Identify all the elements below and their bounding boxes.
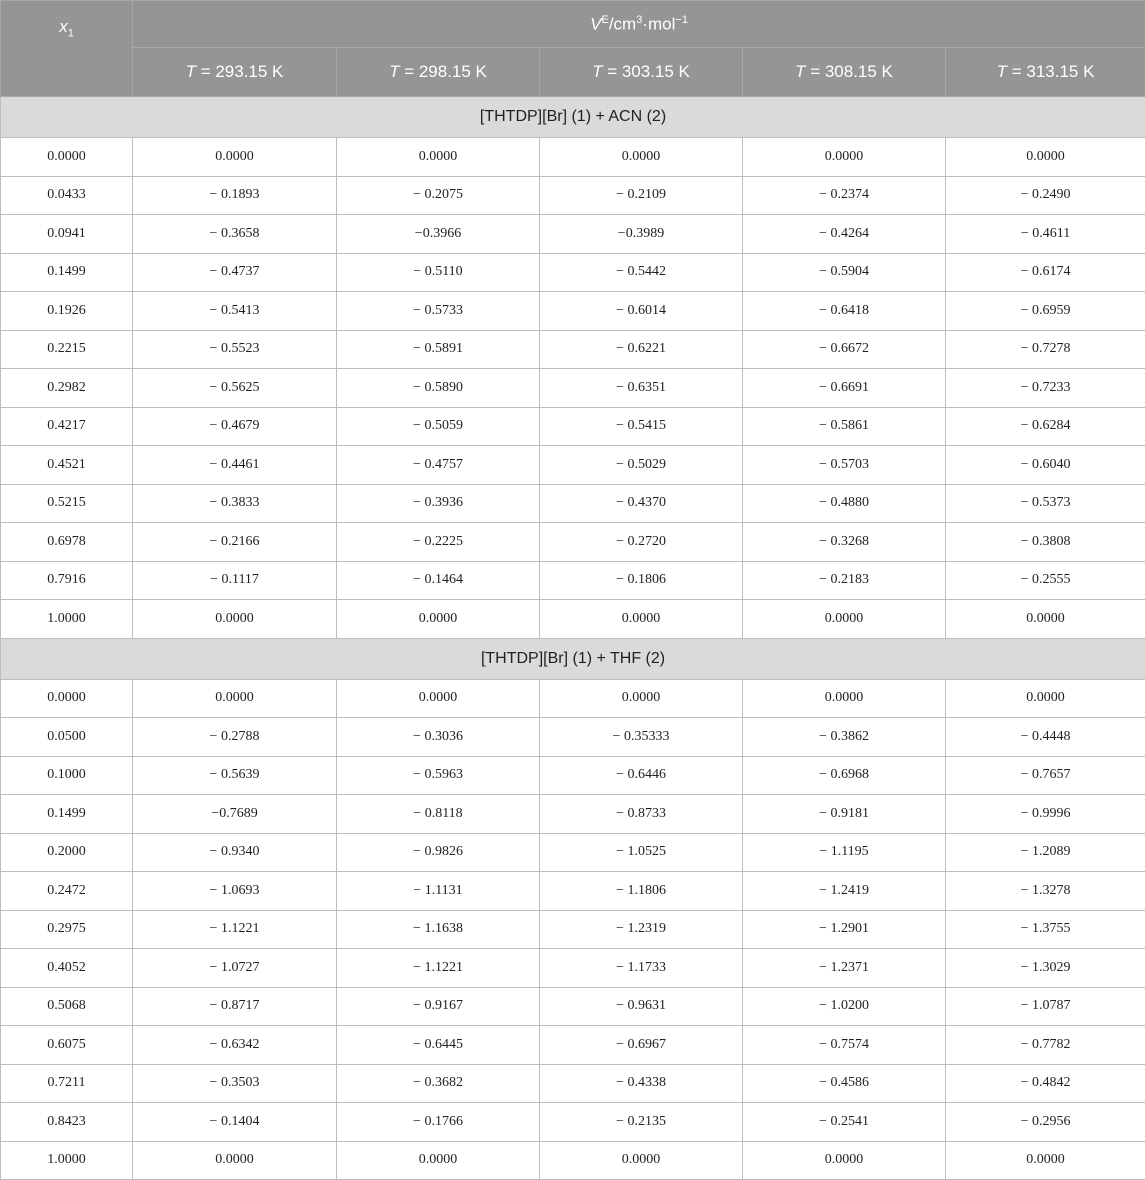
mole-fraction-cell: 0.1499 (1, 253, 133, 292)
mole-fraction-cell: 0.5068 (1, 987, 133, 1026)
excess-volume-cell: 0.0000 (337, 600, 540, 639)
excess-volume-cell: − 0.8717 (133, 987, 337, 1026)
excess-volume-cell: − 0.5523 (133, 330, 337, 369)
excess-volume-cell: − 0.9996 (946, 795, 1145, 834)
table-row (1, 253, 1145, 292)
excess-volume-cell: 0.0000 (337, 679, 540, 718)
excess-volume-cell: − 0.5442 (540, 253, 743, 292)
excess-volume-cell: − 1.1221 (133, 910, 337, 949)
excess-volume-cell: − 0.5890 (337, 369, 540, 408)
temperature-header: T = 298.15 K (337, 48, 540, 97)
excess-volume-cell: − 1.0693 (133, 872, 337, 911)
mole-fraction-cell: 0.1000 (1, 756, 133, 795)
table-row (1, 1064, 1145, 1103)
excess-volume-cell: − 0.5733 (337, 292, 540, 331)
table-row (1, 1103, 1145, 1142)
excess-volume-cell: − 0.2225 (337, 523, 540, 562)
excess-volume-cell: 0.0000 (946, 600, 1145, 639)
table-row (1, 949, 1145, 988)
excess-volume-cell: − 0.35333 (540, 718, 743, 757)
excess-volume-cell: − 0.4757 (337, 446, 540, 485)
mole-fraction-cell: 0.8423 (1, 1103, 133, 1142)
excess-volume-cell: − 0.1806 (540, 561, 743, 600)
excess-volume-cell: − 0.2075 (337, 176, 540, 215)
excess-volume-cell: − 0.4880 (743, 484, 946, 523)
excess-volume-cell: − 0.3936 (337, 484, 540, 523)
excess-volume-cell: 0.0000 (133, 679, 337, 718)
table-row (1, 561, 1145, 600)
excess-volume-cell: 0.0000 (133, 138, 337, 177)
section-header-row (1, 638, 1145, 679)
excess-volume-cell: − 0.6691 (743, 369, 946, 408)
excess-volume-cell: − 1.1131 (337, 872, 540, 911)
excess-volume-cell: 0.0000 (337, 138, 540, 177)
excess-volume-cell: − 1.3029 (946, 949, 1145, 988)
excess-volume-cell: − 0.2788 (133, 718, 337, 757)
section-header-row (1, 97, 1145, 138)
excess-volume-cell: − 0.6968 (743, 756, 946, 795)
table-row (1, 1141, 1145, 1180)
table-row (1, 330, 1145, 369)
excess-volume-cell: − 0.4737 (133, 253, 337, 292)
mole-fraction-cell: 0.0433 (1, 176, 133, 215)
mole-fraction-cell: 0.4052 (1, 949, 133, 988)
excess-volume-cell: − 0.4842 (946, 1064, 1145, 1103)
mole-fraction-cell: 0.1926 (1, 292, 133, 331)
table-row (1, 138, 1145, 177)
excess-volume-cell: − 1.2371 (743, 949, 946, 988)
excess-volume-cell: − 0.2135 (540, 1103, 743, 1142)
excess-volume-cell: 0.0000 (133, 1141, 337, 1180)
excess-volume-cell: − 0.3833 (133, 484, 337, 523)
excess-volume-cell: − 0.6014 (540, 292, 743, 331)
table-row (1, 176, 1145, 215)
table-row (1, 484, 1145, 523)
excess-volume-cell: − 0.3862 (743, 718, 946, 757)
table-row (1, 756, 1145, 795)
excess-volume-cell: − 1.0727 (133, 949, 337, 988)
excess-volume-cell: − 0.6174 (946, 253, 1145, 292)
table-row (1, 407, 1145, 446)
excess-volume-cell: − 0.5059 (337, 407, 540, 446)
excess-volume-cell: − 0.5110 (337, 253, 540, 292)
excess-volume-cell: − 0.9167 (337, 987, 540, 1026)
excess-volume-cell: − 0.8733 (540, 795, 743, 834)
excess-volume-cell: − 1.2419 (743, 872, 946, 911)
excess-volume-cell: − 0.6967 (540, 1026, 743, 1065)
excess-volume-cell: 0.0000 (540, 600, 743, 639)
excess-volume-cell: − 0.5625 (133, 369, 337, 408)
section-title: [THTDP][Br] (1) + THF (2) (1, 638, 1145, 679)
excess-volume-cell: − 0.3808 (946, 523, 1145, 562)
excess-volume-cell: −0.3989 (540, 215, 743, 254)
excess-volume-cell: − 0.7574 (743, 1026, 946, 1065)
table-row (1, 600, 1145, 639)
excess-volume-cell: − 0.2720 (540, 523, 743, 562)
excess-volume-cell: − 0.4338 (540, 1064, 743, 1103)
mole-fraction-cell: 0.6978 (1, 523, 133, 562)
excess-volume-cell: − 0.4611 (946, 215, 1145, 254)
excess-volume-cell: − 0.6445 (337, 1026, 540, 1065)
excess-volume-cell: − 1.3755 (946, 910, 1145, 949)
mole-fraction-cell: 0.2215 (1, 330, 133, 369)
excess-volume-cell: 0.0000 (946, 679, 1145, 718)
section-title: [THTDP][Br] (1) + ACN (2) (1, 97, 1145, 138)
excess-volume-cell: 0.0000 (743, 138, 946, 177)
excess-volume-cell: 0.0000 (946, 138, 1145, 177)
excess-volume-cell: − 1.0525 (540, 833, 743, 872)
excess-volume-cell: − 0.3682 (337, 1064, 540, 1103)
table-row (1, 872, 1145, 911)
excess-volume-cell: − 0.1766 (337, 1103, 540, 1142)
table-header (1, 1, 1145, 97)
table-row (1, 987, 1145, 1026)
table-row (1, 523, 1145, 562)
mole-fraction-cell: 0.0941 (1, 215, 133, 254)
table-row (1, 795, 1145, 834)
excess-volume-cell: − 0.2541 (743, 1103, 946, 1142)
table-row (1, 833, 1145, 872)
excess-volume-cell: − 1.1195 (743, 833, 946, 872)
excess-volume-cell: − 0.5413 (133, 292, 337, 331)
mole-fraction-cell: 0.5215 (1, 484, 133, 523)
excess-volume-cell: − 0.2183 (743, 561, 946, 600)
excess-volume-cell: − 0.5891 (337, 330, 540, 369)
excess-volume-cell: − 0.5703 (743, 446, 946, 485)
table-row (1, 369, 1145, 408)
excess-volume-cell: − 0.5861 (743, 407, 946, 446)
mole-fraction-cell: 1.0000 (1, 1141, 133, 1180)
excess-volume-cell: − 1.2319 (540, 910, 743, 949)
excess-volume-cell: − 0.5904 (743, 253, 946, 292)
excess-volume-header: $V^E/cm^3\cdot mol^{-1}$ (133, 1, 1145, 48)
excess-volume-cell: − 0.2555 (946, 561, 1145, 600)
excess-volume-cell: − 0.5415 (540, 407, 743, 446)
temperature-header: T = 303.15 K (540, 48, 743, 97)
mole-fraction-cell: 0.0000 (1, 138, 133, 177)
excess-volume-cell: − 0.6959 (946, 292, 1145, 331)
mole-fraction-cell: 0.6075 (1, 1026, 133, 1065)
excess-volume-cell: − 0.5963 (337, 756, 540, 795)
excess-volume-cell: 0.0000 (743, 1141, 946, 1180)
excess-volume-cell: − 0.7782 (946, 1026, 1145, 1065)
table-row (1, 292, 1145, 331)
excess-volume-cell: − 0.2109 (540, 176, 743, 215)
mole-fraction-cell: 1.0000 (1, 600, 133, 639)
excess-volume-cell: − 1.1221 (337, 949, 540, 988)
excess-volume-cell: − 0.7233 (946, 369, 1145, 408)
mole-fraction-cell: 0.2000 (1, 833, 133, 872)
table-row (1, 215, 1145, 254)
excess-volume-cell: − 1.1733 (540, 949, 743, 988)
table-body (1, 97, 1145, 1180)
excess-volume-cell: − 1.2901 (743, 910, 946, 949)
table-row (1, 910, 1145, 949)
excess-volume-cell: 0.0000 (133, 600, 337, 639)
excess-volume-cell: − 0.6284 (946, 407, 1145, 446)
excess-volume-cell: − 0.6351 (540, 369, 743, 408)
excess-volume-cell: −0.3966 (337, 215, 540, 254)
excess-volume-cell: 0.0000 (337, 1141, 540, 1180)
excess-volume-cell: − 0.6040 (946, 446, 1145, 485)
excess-volume-cell: − 0.6221 (540, 330, 743, 369)
excess-volume-cell: − 0.9340 (133, 833, 337, 872)
excess-volume-cell: − 1.3278 (946, 872, 1145, 911)
excess-volume-cell: − 0.4370 (540, 484, 743, 523)
excess-volume-cell: 0.0000 (743, 600, 946, 639)
table-row (1, 1026, 1145, 1065)
excess-volume-cell: − 0.2956 (946, 1103, 1145, 1142)
excess-volume-cell: − 0.4448 (946, 718, 1145, 757)
excess-volume-cell: −0.7689 (133, 795, 337, 834)
table-row (1, 718, 1145, 757)
x1-column-header: $x_1$ (1, 1, 133, 97)
excess-volume-cell: 0.0000 (743, 679, 946, 718)
table-row (1, 679, 1145, 718)
excess-volume-cell: − 0.1464 (337, 561, 540, 600)
excess-volume-cell: − 0.9181 (743, 795, 946, 834)
excess-volume-cell: − 1.1638 (337, 910, 540, 949)
excess-volume-cell: − 0.5029 (540, 446, 743, 485)
excess-volume-cell: − 0.4264 (743, 215, 946, 254)
excess-volume-cell: − 0.5639 (133, 756, 337, 795)
mole-fraction-cell: 0.1499 (1, 795, 133, 834)
excess-volume-cell: − 1.0200 (743, 987, 946, 1026)
excess-volume-cell: − 0.9631 (540, 987, 743, 1026)
excess-volume-cell: − 0.3268 (743, 523, 946, 562)
excess-volume-cell: − 0.4461 (133, 446, 337, 485)
mole-fraction-cell: 0.7211 (1, 1064, 133, 1103)
excess-volume-cell: − 0.6672 (743, 330, 946, 369)
mole-fraction-cell: 0.4521 (1, 446, 133, 485)
excess-volume-cell: − 0.4586 (743, 1064, 946, 1103)
mole-fraction-cell: 0.2975 (1, 910, 133, 949)
mole-fraction-cell: 0.7916 (1, 561, 133, 600)
excess-volume-cell: − 1.0787 (946, 987, 1145, 1026)
excess-volume-cell: − 0.7657 (946, 756, 1145, 795)
temperature-header: T = 293.15 K (133, 48, 337, 97)
excess-volume-cell: − 0.6446 (540, 756, 743, 795)
excess-volume-cell: − 0.1404 (133, 1103, 337, 1142)
excess-volume-cell: − 1.2089 (946, 833, 1145, 872)
excess-volume-cell: − 0.2374 (743, 176, 946, 215)
excess-volume-cell: − 0.9826 (337, 833, 540, 872)
excess-volume-cell: − 0.3503 (133, 1064, 337, 1103)
mole-fraction-cell: 0.0500 (1, 718, 133, 757)
excess-volume-cell: 0.0000 (540, 138, 743, 177)
excess-volume-cell: − 0.3658 (133, 215, 337, 254)
mole-fraction-cell: 0.2982 (1, 369, 133, 408)
excess-volume-cell: − 0.2166 (133, 523, 337, 562)
excess-volume-cell: − 0.6342 (133, 1026, 337, 1065)
excess-volume-cell: − 0.7278 (946, 330, 1145, 369)
excess-volume-cell: 0.0000 (946, 1141, 1145, 1180)
mole-fraction-cell: 0.2472 (1, 872, 133, 911)
excess-volume-cell: 0.0000 (540, 1141, 743, 1180)
excess-volume-cell: − 1.1806 (540, 872, 743, 911)
excess-volume-cell: − 0.2490 (946, 176, 1145, 215)
excess-volume-cell: − 0.3036 (337, 718, 540, 757)
table-row (1, 446, 1145, 485)
mole-fraction-cell: 0.0000 (1, 679, 133, 718)
excess-volume-cell: − 0.5373 (946, 484, 1145, 523)
excess-volume-cell: − 0.1117 (133, 561, 337, 600)
mole-fraction-cell: 0.4217 (1, 407, 133, 446)
excess-volume-cell: − 0.6418 (743, 292, 946, 331)
excess-volume-cell: − 0.1893 (133, 176, 337, 215)
excess-volume-cell: 0.0000 (540, 679, 743, 718)
excess-volume-cell: − 0.4679 (133, 407, 337, 446)
excess-volume-cell: − 0.8118 (337, 795, 540, 834)
temperature-header: T = 308.15 K (743, 48, 946, 97)
temperature-header: T = 313.15 K (946, 48, 1145, 97)
